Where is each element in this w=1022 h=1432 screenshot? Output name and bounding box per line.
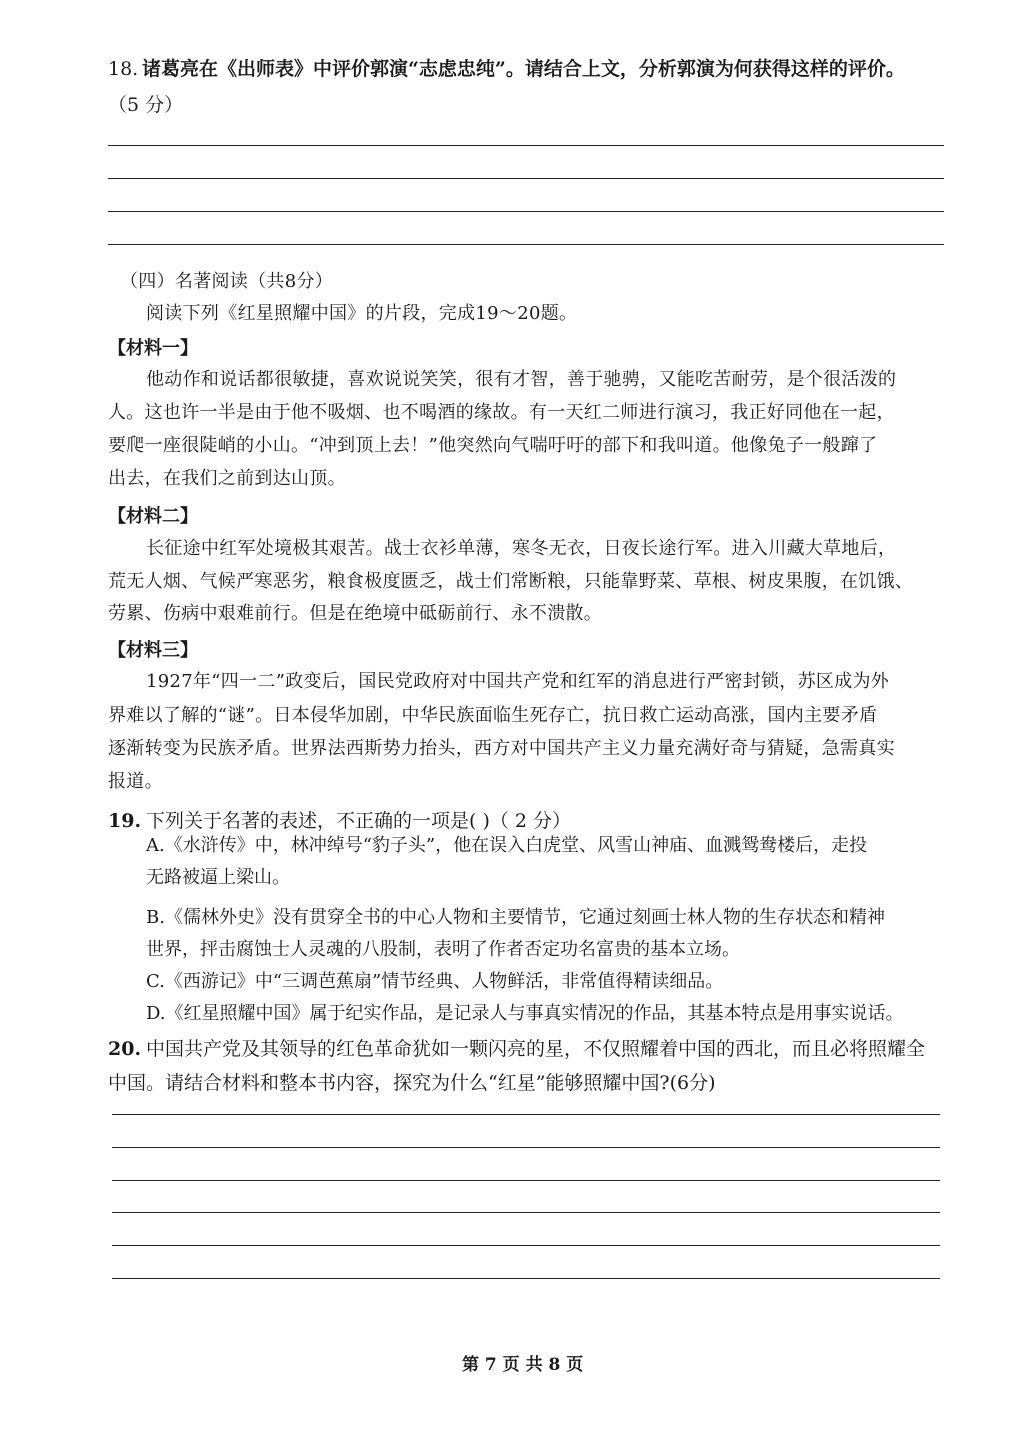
material1-line: 要爬一座很陡峭的小山。“冲到顶上去！”他突然向气喘吁吁的部下和我叫道。他像兔子一般蹿了 — [108, 435, 878, 456]
material3-line: 1927年“四一二”政变后，国民党政府对中国共产党和红军的消息进行严密封锁，苏区成为外 — [146, 671, 890, 692]
q19-option-d[interactable]: D.《红星照耀中国》属于纪实作品，是记录人与事真实情况的作品，其基本特点是用事实说话。 — [146, 1003, 904, 1024]
q20-number: 20. — [108, 1038, 142, 1060]
material1-line: 出去，在我们之前到达山顶。 — [108, 468, 346, 489]
q20-line: 中国共产党及其领导的红色革命犹如一颗闪亮的星，不仅照耀着中国的西北，而且必将照耀全 — [146, 1038, 926, 1060]
answer-line[interactable] — [112, 1245, 940, 1246]
q18-number: 18. — [108, 58, 139, 80]
q19-option-a-cont: 无路被逼上梁山。 — [146, 867, 290, 888]
q19-option-b-cont: 世界，抨击腐蚀士人灵魂的八股制，表明了作者否定功名富贵的基本立场。 — [146, 939, 740, 960]
section-intro: 阅读下列《红星照耀中国》的片段，完成19～20题。 — [146, 303, 578, 324]
answer-line[interactable] — [112, 1147, 940, 1148]
material2-label: 【材料二】 — [108, 506, 198, 527]
answer-line[interactable] — [108, 145, 944, 146]
q18-score: （5 分） — [108, 94, 184, 116]
q18-text: 诸葛亮在《出师表》中评价郭演“志虑忠纯”。请结合上文，分析郭演为何获得这样的评价。 — [142, 58, 905, 80]
material2-line: 劳累、伤病中艰难前行。但是在绝境中砥砺前行、永不溃散。 — [108, 603, 603, 624]
answer-line[interactable] — [108, 211, 944, 212]
answer-line[interactable] — [108, 178, 944, 179]
material1-line: 人。这也许一半是由于他不吸烟、也不喝酒的缘故。有一天红二师进行演习，我正好同他在一起， — [108, 402, 895, 423]
section-heading: （四）名著阅读（共8分） — [120, 271, 334, 292]
material3-label: 【材料三】 — [108, 640, 198, 661]
q19-text: 下列关于名著的表述，不正确的一项是( )（ 2 分） — [146, 810, 572, 832]
material3-line: 界难以了解的“谜”。日本侵华加剧，中华民族面临生死存亡，抗日救亡运动高涨，国内主要矛盾 — [108, 705, 878, 726]
material1-label: 【材料一】 — [108, 338, 198, 359]
answer-line[interactable] — [112, 1212, 940, 1213]
material3-line: 逐渐转变为民族矛盾。世界法西斯势力抬头，西方对中国共产主义力量充满好奇与猜疑，急需真实 — [108, 738, 895, 759]
material2-line: 长征途中红军处境极其艰苦。战士衣衫单薄，寒冬无衣，日夜长途行军。进入川藏大草地后， — [146, 538, 897, 559]
material3-line: 报道。 — [108, 771, 163, 792]
q19-option-b[interactable]: B.《儒林外史》没有贯穿全书的中心人物和主要情节，它通过刻画士林人物的生存状态和精神 — [146, 907, 885, 928]
q19-number: 19. — [108, 810, 142, 832]
answer-line[interactable] — [112, 1180, 940, 1181]
answer-line[interactable] — [112, 1278, 940, 1279]
q20-line: 中国。请结合材料和整本书内容，探究为什么“红星”能够照耀中国?(6分) — [108, 1072, 716, 1094]
answer-line[interactable] — [108, 244, 944, 245]
q19-option-a[interactable]: A.《水浒传》中，林冲绰号“豹子头”，他在误入白虎堂、风雪山神庙、血溅鸳鸯楼后，走投 — [146, 835, 868, 856]
material1-line: 他动作和说话都很敏捷，喜欢说说笑笑，很有才智，善于驰骋，又能吃苦耐劳，是个很活泼的 — [146, 369, 897, 390]
answer-line[interactable] — [112, 1114, 940, 1115]
q19-option-c[interactable]: C.《西游记》中“三调芭蕉扇”情节经典、人物鲜活，非常值得精读细品。 — [146, 971, 724, 992]
page-number: 第 7 页 共 8 页 — [462, 1355, 584, 1375]
material2-line: 荒无人烟、气候严寒恶劣，粮食极度匮乏，战士们常断粮，只能靠野菜、草根、树皮果腹，在饥饿、 — [108, 571, 914, 592]
